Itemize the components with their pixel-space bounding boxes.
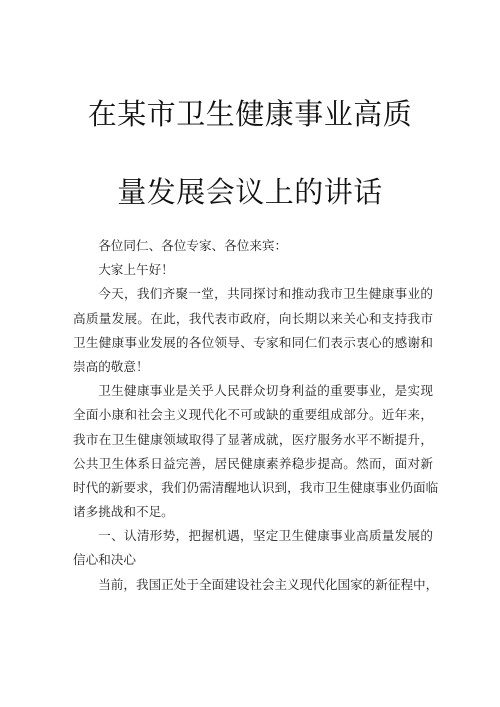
paragraph-line: 今天，我们齐聚一堂，共同探讨和推动我市卫生健康事业的 — [98, 286, 433, 302]
salutation: 各位同仁、各位专家、各位来宾： — [98, 238, 288, 253]
paragraph-line: 崇高的敬意！ — [73, 358, 149, 374]
document-title-line-2: 量发展会议上的讲话 — [117, 175, 383, 209]
paragraph-importance — [73, 379, 439, 524]
paragraph-line: 我市在卫生健康领域取得了显著成就，医疗服务水平不断提升， — [73, 431, 433, 447]
paragraph-line: 高质量发展。在此，我代表市政府，向长期以来关心和支持我市 — [73, 310, 433, 326]
paragraph-opening — [73, 282, 433, 379]
document-title-line-1: 在某市卫生健康事业高质 — [87, 97, 413, 131]
speech-body — [73, 234, 439, 597]
heading-line: 一、认清形势，把握机遇，坚定卫生健康事业高质量发展的 — [98, 528, 433, 544]
paragraph-line: 公共卫生体系日益完善，居民健康素养稳步提高。然而，面对新 — [73, 455, 433, 471]
paragraph-line: 诸多挑战和不足。 — [73, 504, 174, 520]
heading-line: 信心和决心 — [73, 552, 136, 568]
paragraph-line: 当前，我国正处于全面建设社会主义现代化国家的新征程中， — [98, 576, 439, 592]
paragraph-current-situation — [73, 573, 439, 597]
paragraph-line: 时代的新要求，我们仍需清醒地认识到，我市卫生健康事业仍面临 — [73, 479, 439, 495]
paragraph-line: 卫生健康事业是关乎人民群众切身利益的重要事业，是实现 — [98, 383, 433, 399]
greeting: 大家上午好！ — [98, 262, 174, 278]
section-heading-1 — [73, 524, 433, 572]
paragraph-line: 全面小康和社会主义现代化不可或缺的重要组成部分。近年来， — [73, 407, 433, 423]
paragraph-line: 卫生健康事业发展的各位领导、专家和同仁们表示衷心的感谢和 — [73, 334, 433, 350]
